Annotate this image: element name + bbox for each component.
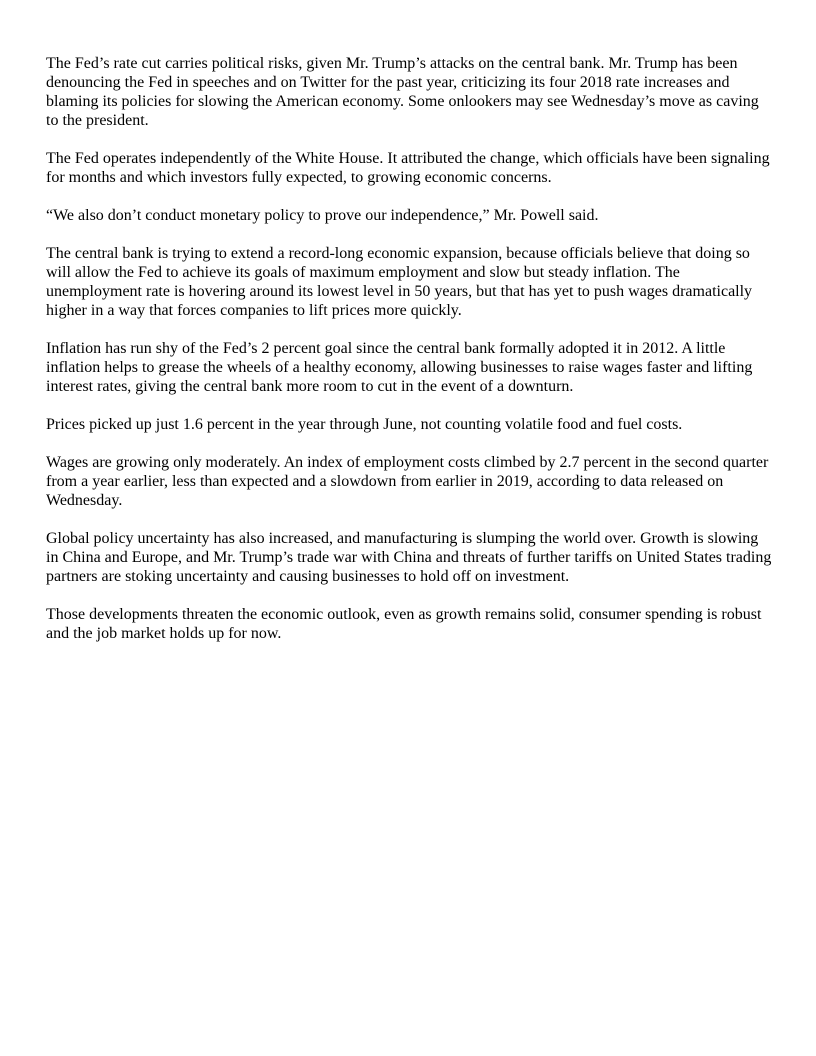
text-line: higher in a way that forces companies to lift prices more quickly. [46,302,462,319]
paragraph [46,244,786,320]
text-line: Inflation has run shy of the Fed’s 2 percent goal since the central bank formally adopted it in 2012. A little [46,340,726,357]
text-line: in China and Europe, and Mr. Trump’s trade war with China and threats of further tariffs on United States trading [46,549,772,566]
text-line: unemployment rate is hovering around its lowest level in 50 years, but that has yet to push wages dramatically [46,283,753,300]
paragraph [46,453,786,510]
text-line: interest rates, giving the central bank more room to cut in the event of a downturn. [46,378,574,395]
paragraph [46,339,786,396]
text-line: from a year earlier, less than expected and a slowdown from earlier in 2019, according to data released on [46,473,724,490]
text-line: partners are stoking uncertainty and causing businesses to hold off on investment. [46,568,570,585]
text-line: inflation helps to grease the wheels of a healthy economy, allowing businesses to raise wages faster and lifting [46,359,753,376]
paragraph [46,529,786,586]
text-line: Wednesday. [46,492,123,509]
text-line: and the job market holds up for now. [46,625,282,642]
text-line: The central bank is trying to extend a record-long economic expansion, because officials believe that doing so [46,245,750,262]
paragraph [46,149,786,187]
text-line: Those developments threaten the economic outlook, even as growth remains solid, consumer spending is robust [46,606,762,623]
text-line: for months and which investors fully expected, to growing economic concerns. [46,169,552,186]
text-line: Prices picked up just 1.6 percent in the year through June, not counting volatile food and fuel costs. [46,416,683,433]
document-page [46,54,786,662]
text-line: The Fed’s rate cut carries political risks, given Mr. Trump’s attacks on the central bank. Mr. Trump has been [46,55,738,72]
paragraph [46,54,786,130]
paragraph [46,206,786,225]
text-line: Global policy uncertainty has also increased, and manufacturing is slumping the world over. Growth is slowing [46,530,759,547]
paragraph [46,415,786,434]
paragraph [46,605,786,643]
text-line: blaming its policies for slowing the American economy. Some onlookers may see Wednesday’s move as caving [46,93,759,110]
text-line: denouncing the Fed in speeches and on Twitter for the past year, criticizing its four 2018 rate increases and [46,74,730,91]
text-line: “We also don’t conduct monetary policy to prove our independence,” Mr. Powell said. [46,207,599,224]
text-line: The Fed operates independently of the White House. It attributed the change, which officials have been signaling [46,150,770,167]
text-line: Wages are growing only moderately. An index of employment costs climbed by 2.7 percent in the second quarter [46,454,769,471]
text-line: will allow the Fed to achieve its goals of maximum employment and slow but steady inflation. The [46,264,680,281]
text-line: to the president. [46,112,149,129]
